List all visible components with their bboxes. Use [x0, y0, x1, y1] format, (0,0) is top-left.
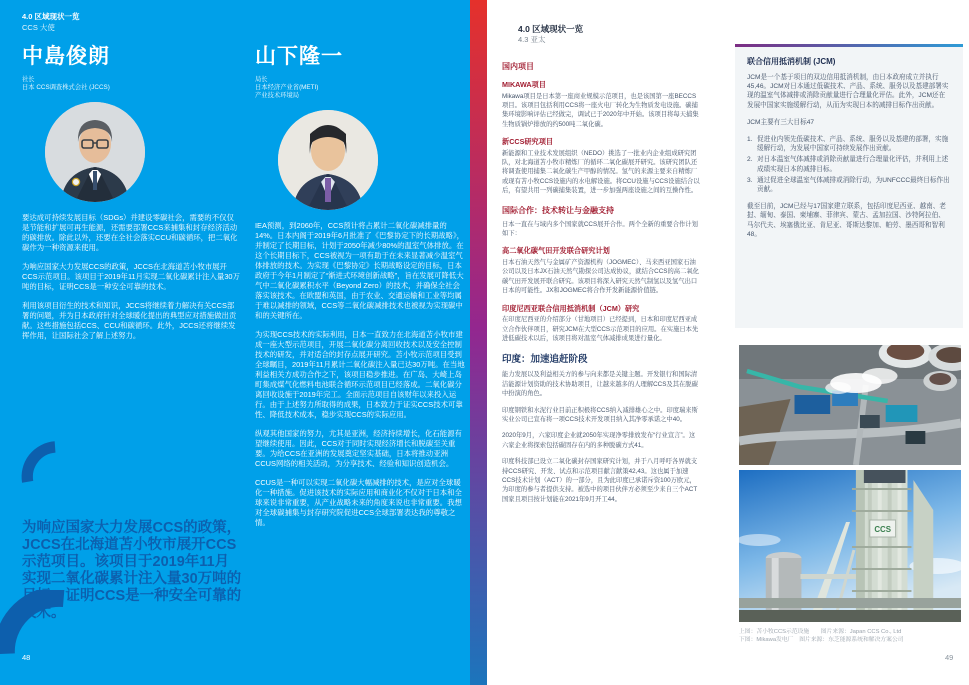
portrait-illustration: [45, 102, 145, 202]
caption-top: 上图：苫小牧CCS示范设施 图片来源：Japan CCS Co., Ltd: [739, 629, 902, 635]
goal-number: 1.: [747, 136, 753, 144]
heading-jcm-indonesia: 印度尼西亚联合信用抵消机制（JCM）研究: [502, 303, 640, 313]
statement-paragraph: IEA预测，到2060年，CCS预计将占累计二氧化碳减排量的14%。日本内阁于2019年6月批准了《巴黎协定下的长期战略》，并制定了长期目标，计划于2050年减少80%的温室气体排放。在这个长期目标下，CCS被视为一项有助于在未来显著减少温室气体排放的技术。为实现《巴黎协定》长期战略设定的目标，日本政府于今年1月制定了“渐进式环境创新战略”，旨在发展可降低大气中二氧化碳累积水平（Beyond Zero）的技术，并确保全社会落实该技术。在欧盟和英国，由于农业、交通运输和工业等均属于难以减排的领域，CCS等二氧化碳减排技术也被视为实现碳中和的关键所在。: [255, 221, 465, 320]
right-section-header: [518, 24, 583, 45]
body-paragraph: 在印度尼西亚的介绍部分（甘地项目）已经提到，日本和印度尼西亚成立合作伙伴项目，研究JCM在大型CCS示范项目的应用。在实施日本先进低碳技术以后，该项目将对温室气体减排成果进行量化。: [502, 316, 699, 342]
sidebar-paragraph: JCM是一个基于项目的双边信用抵消机制，由日本政府成立并执行45,46。JCM对日本通过低碳技术、产品、系统、服务以及基建部署实现的温室气体减排或消除贡献量进行合理量化评估。此外，JCM还在发展中国家实施缓解行动，从而为实现日本的减排目标作出贡献。: [747, 74, 949, 109]
plant-photo-illustration: [739, 470, 961, 622]
sidebar-goals-intro: JCM主要有三大目标47: [747, 118, 815, 126]
profile-name: 中島俊朗: [22, 45, 110, 68]
profile-title: 局长: [255, 76, 268, 83]
body-paragraph: 印度科技部已设立二氧化碳封存国家研究计划，并于八月呼吁各界就支持CCS研究、开发、试点和示范项目献言献策42,43。这也属于加速CCS技术计划（ACT）的一部分，且为此印度已承诺斥资100万欧元，为印度的参与者提供支持。被选中的项目伙伴方必须至少来自三个ACT国家且项目按计划能在2021年9月开工44。: [502, 458, 698, 503]
statement-paragraph: 为响应国家大力发展CCS的政策，JCCS在北海道苫小牧市展开CCS示范项目。该项目于2019年11月实现二氧化碳累计注入量30万吨的目标，证明CCS是一种安全可靠的技术。: [22, 262, 240, 291]
body-paragraph: Mikawa项目是日本第一座商业规模示范项目，也是该国第一座BECCS项目。该项目包括利用CCS将一座火电厂转化为生物质发电设施。碳捕集环境影响评估已经做完，调试已于2020年中开始。该项目将每天捕集生物质锅炉排放的约500吨二氧化碳。: [502, 92, 699, 128]
left-section-header: [22, 11, 80, 33]
sidebar-goal-item: [747, 155, 951, 173]
body-paragraph: 新能源和工业技术发展组织（NEDO）挑选了一批业内企业组成研究团队，对北海道苫小牧市精炼厂的循环二氧化碳展开研究。该研究团队还将调查使用捕集二氧化碳生产甲醇的情况。氢气的来源主要来自精炼厂或现有苫小牧CCS设施内的水电解设施。将CCU设施与CCS设施结合以后，有望共用一列碳捕集装置，进一步加强两座设施之间的互操作性。: [502, 149, 700, 195]
heading-co2-gas-field: 高二氧化碳气田开发联合研究计划: [502, 246, 610, 256]
body-paragraph: 日本石油天然气与金属矿产资源机构（JOGMEC）、马来西亚国家石油公司以及日本JX石油天然气勘探公司达成协议，就结合CCS的高二氧化碳气田开发展开联合研究。该项目将深入研究天然气制氢以及氢气出口日本的可能性。JX和JOGMEC将合作开发新能源价值链。: [502, 258, 699, 295]
goal-text: 对日本温室气体减排或消除贡献量进行合理量化评估，并利用上述成绩实现日本的减排目标。: [757, 156, 949, 173]
jcm-sidebar: [735, 44, 963, 328]
body-paragraph: 能力发展以及利益相关方的参与向来都是关键主题。开发银行和国际清洁能源计划资助的技术协助项目，让越来越多的人理解CCS及其在脱碳中扮演的角色。: [502, 371, 698, 398]
mikawa-plant-photo: [739, 470, 961, 622]
body-paragraph: 2020年9月，六家印度企业就2050年实现净零排放发布“行业宣言”。这六家企业将探索包括碳固存在内的多种脱碳方式41。: [502, 432, 696, 449]
right-page: [487, 0, 969, 685]
goal-number: 2.: [747, 156, 753, 164]
heading-new-ccs-study: 新CCS研究项目: [502, 137, 554, 147]
profile-statement: [22, 213, 240, 341]
statement-paragraph: 利用该项目衍生的技术和知识，JCCS将继续着力解决有关CCS部署的问题，并为日本政府针对全球暖化提出的典型应对措施做出贡献。这些措施包括CCS、CCU和碳循环。此外，JCCS还将继续发挥作用，让国际社会了解上述努力。: [22, 301, 237, 340]
sidebar-box: [735, 47, 963, 328]
goal-text: 促进业内领先低碳技术、产品、系统、服务以及基建的部署，实施缓解行动，为发展中国家可持续发展作出贡献。: [757, 136, 949, 153]
page-number-left: 48: [22, 653, 31, 662]
quote-mark-icon: [0, 590, 66, 656]
profile-name: 山下隆一: [255, 45, 343, 68]
profile-statement: [255, 221, 465, 528]
body-paragraph: 印度钢铁和水泥行业目前正积极将CCS纳入减排雄心之中。印度瑞来斯实业公司已宣布将一项CCS技术开发项目纳入其净零承诺之中40。: [502, 406, 698, 423]
section-number-title: 4.0 区域现状一览: [22, 12, 80, 21]
profile-org: 日本 CCS调查株式会社 (JCCS): [22, 84, 110, 91]
plant-sign-text: CCS: [874, 524, 892, 535]
left-page: [0, 0, 470, 685]
figure-captions: [739, 628, 963, 644]
caption-bottom: 下图：Mikawa发电厂 图片来源：东芝能源系统和解决方案公司: [739, 637, 904, 643]
profile-org: 日本经济产业省(METI): [255, 84, 319, 91]
statement-paragraph: 要达成可持续发展目标（SDGs）并建设零碳社会，需要的不仅仅是节能和扩展可再生能源，还需要部署CCS来捕集和封存经济活动的碳排放。除此以外，还要在全社会落实CCU和碳循环，把二氧化碳作为一种资源来使用。: [22, 213, 238, 252]
heading-mikawa: MIKAWA项目: [502, 80, 546, 89]
quote-mark-icon: [13, 439, 64, 485]
profile-yamashita: [255, 46, 465, 537]
portrait-illustration: [278, 110, 378, 210]
section-subtitle: CCS 大使: [22, 23, 55, 32]
profile-meta: [255, 76, 465, 100]
profile-nakajima: [22, 46, 240, 350]
heading-international-cooperation: 国际合作：技术转让与金融支持: [502, 205, 614, 215]
profile-meta: [22, 76, 240, 92]
goal-text: 通过促进全球温室气体减排或消除行动，为UNFCCC最终目标作出贡献。: [757, 176, 950, 194]
statement-paragraph: 纵观其他国家的努力，尤其是亚洲，经济持续增长，化石能源有望继续使用。因此，CCS对于同时实现经济增长和脱碳至关重要。为给CCS在亚洲的发展奠定坚实基础，日本将推动亚洲CCUS网络的相关活动，为分享技术、经验和知识创造机会。: [255, 429, 462, 468]
heading-domestic-projects: 国内项目: [502, 62, 534, 71]
statement-paragraph: CCUS是一种可以实现二氧化碳大幅减排的技术，是应对全球暖化一种措施。促进该技术的实际应用和商业化不仅对于日本和全球来说非常重要，从产业战略未来的角度来说也非常重要。我想对全球碳捕集与封存研究院促进CCS全球部署表达我的尊敬之情。: [255, 478, 462, 527]
statement-paragraph: 为实现CCS技术的实际利用，日本一直致力在北海道苫小牧市建成一座大型示范项目，开展二氧化碳分离回收技术以及安全控制技术的研发，并对适合的封存点展开研究。苫小牧示范项目受到全球瞩目，2019年11月累计二氧化碳注入量已达30万吨。在当地利益相关方成功合作之下，该项目稳步推进。在广岛、大崎上岛町集成煤气化燃料电池联合循环示范项目已经落成。二氧化碳分离回收设施于2019年完工。全面示范项目自该财年以来投入运行。由于上述努力所取得的成果，日本致力于证实CCS技术可靠性、降低技术成本，稳步实现CCS的实际应用。: [255, 330, 465, 419]
section-subtitle: 4.3 亚太: [518, 35, 546, 44]
sidebar-goal-item: [747, 135, 951, 153]
profile-org-2: 产业技术环境局: [255, 92, 300, 99]
profile-title: 社长: [22, 76, 35, 83]
spine-gradient-divider: [470, 0, 487, 685]
aerial-photo-illustration: [739, 345, 961, 465]
tomakomai-aerial-photo: [739, 345, 961, 465]
sidebar-title: 联合信用抵消机制 (JCM): [747, 57, 836, 66]
portrait-photo: [278, 110, 378, 210]
sidebar-paragraph: 截至目前，JCM已经与17国家建立联系，包括印度尼西亚、越南、老挝、缅甸、泰国、柬埔寨、菲律宾、蒙古、孟加拉国、沙特阿拉伯、马尔代夫、埃塞俄比亚、肯尼亚、哥斯达黎加、帕劳、墨西哥和智利48。: [747, 203, 946, 238]
page-number-right: 49: [945, 653, 954, 662]
portrait-photo: [45, 102, 145, 202]
heading-india: 印度：加速追赶阶段: [502, 354, 588, 366]
body-paragraph: 日本一直在与域内多个国家就CCS展开合作。两个全新的重要合作计划如下：: [502, 220, 698, 238]
goal-number: 3.: [747, 176, 753, 184]
section-number-title: 4.0 区域现状一览: [518, 24, 584, 34]
sidebar-goal-item: [747, 176, 951, 194]
main-text-column: [502, 62, 700, 511]
pull-quote: 为响应国家大力发展CCS的政策，JCCS在北海道苫小牧市展开CCS示范项目。该项目于2019年11月实现二氧化碳累计注入量30万吨的目标，证明CCS是一种安全可靠的技术。: [22, 520, 242, 621]
